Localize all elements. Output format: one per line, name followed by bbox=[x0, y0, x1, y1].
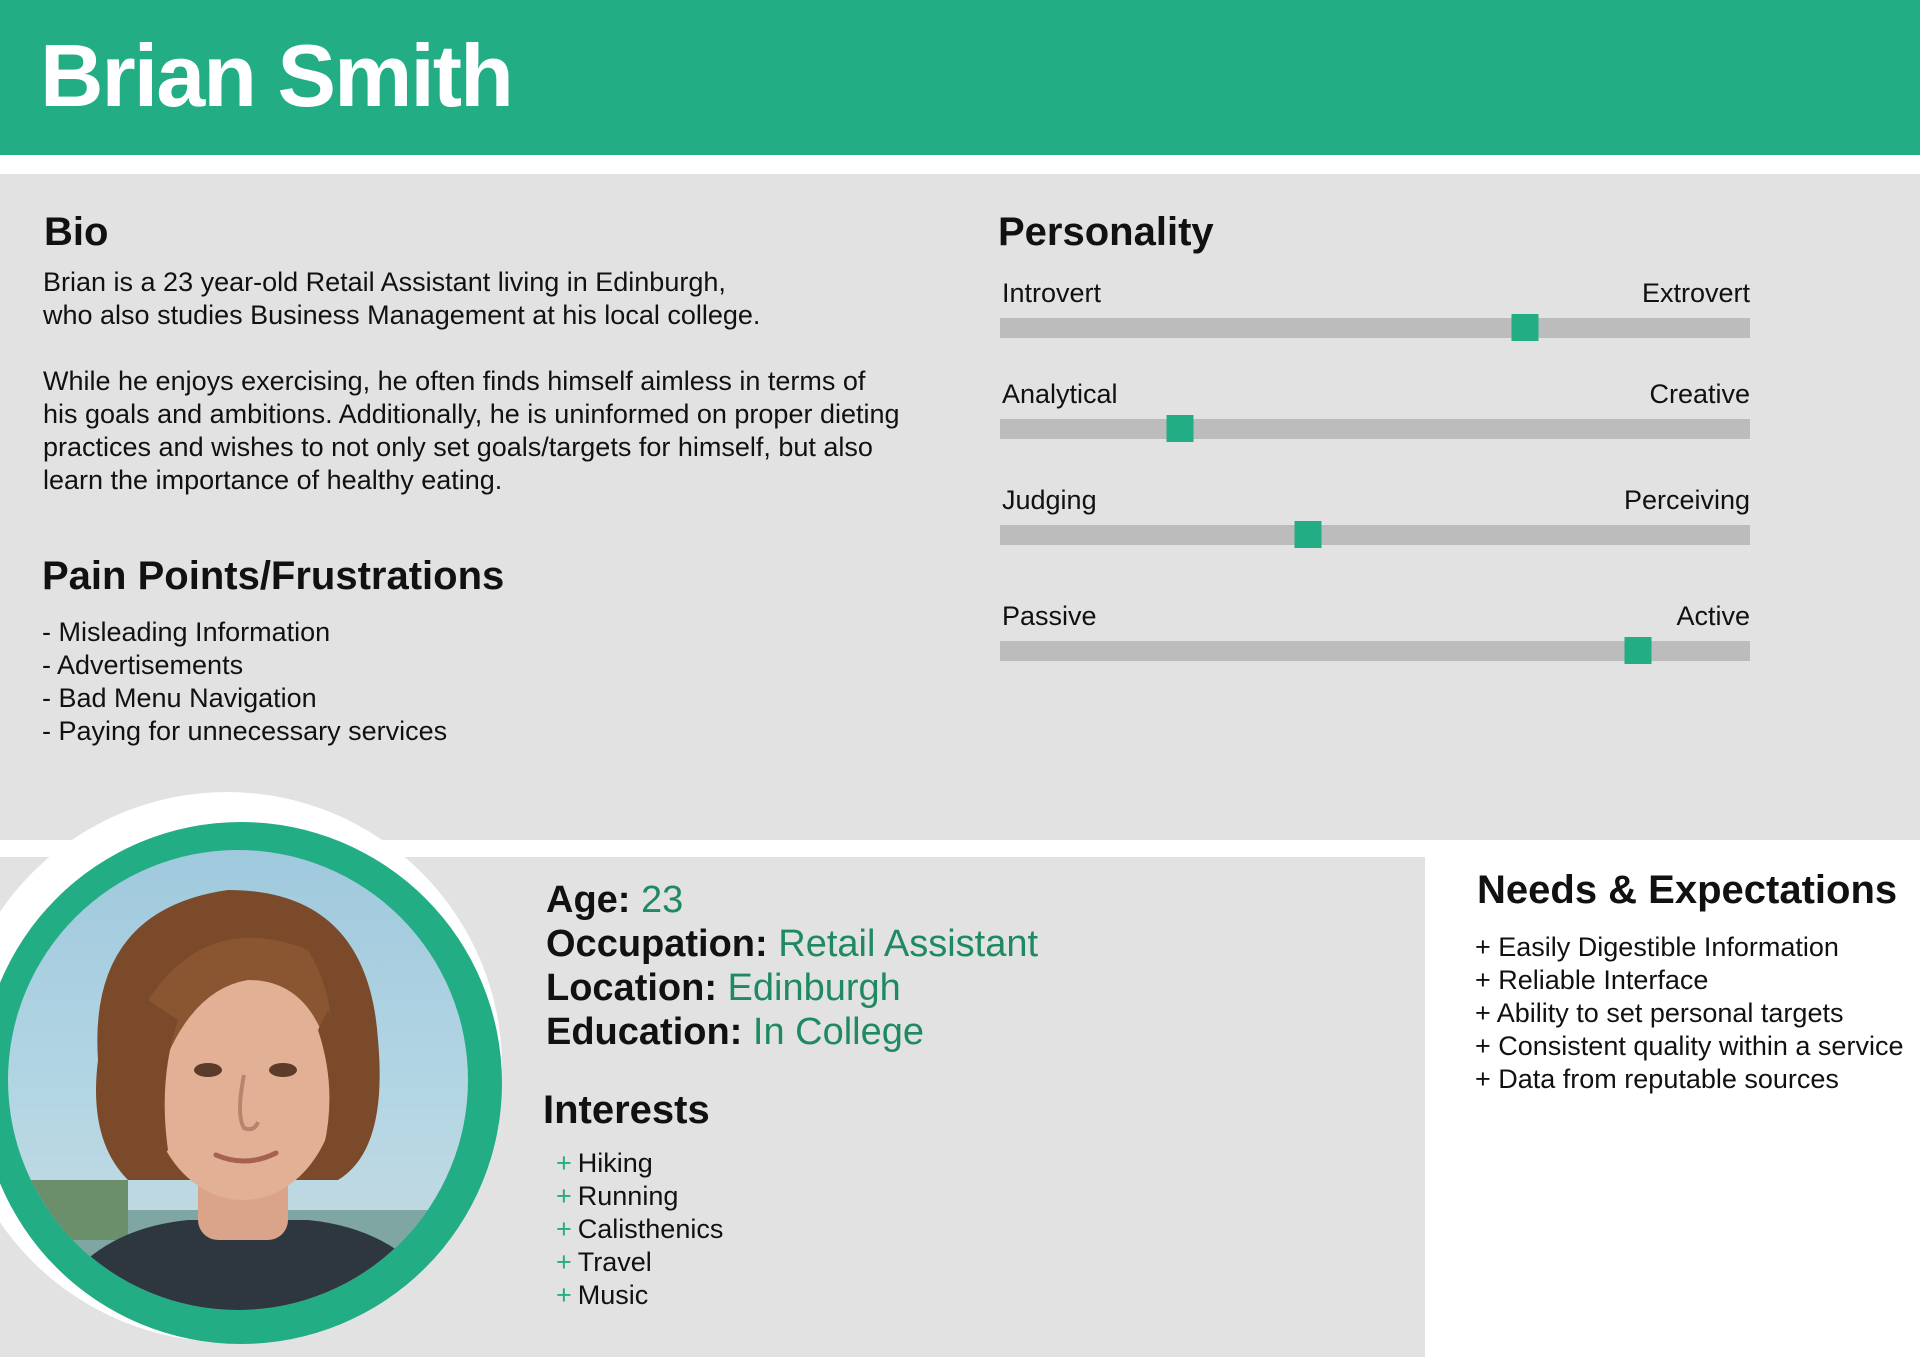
list-item: + Data from reputable sources bbox=[1475, 1064, 1839, 1094]
bio-line: While he enjoys exercising, he often finds himself aimless in terms of bbox=[43, 366, 866, 396]
fact-label: Occupation: bbox=[546, 923, 768, 965]
bio-line: Brian is a 23 year-old Retail Assistant living in Edinburgh, bbox=[43, 267, 726, 297]
needs-list bbox=[1475, 931, 1903, 1096]
bio-title: Bio bbox=[44, 210, 109, 254]
pain-points-title: Pain Points/Frustrations bbox=[42, 554, 505, 598]
list-item bbox=[556, 1213, 723, 1246]
needs-title: Needs & Expectations bbox=[1477, 868, 1898, 912]
header-bar bbox=[0, 0, 1920, 155]
fact-value: 23 bbox=[641, 879, 684, 921]
fact-label: Education: bbox=[546, 1011, 743, 1053]
slider-judging-perceiving bbox=[1000, 484, 1750, 544]
slider-left-label: Judging bbox=[1002, 485, 1097, 515]
persona-facts bbox=[546, 878, 1038, 1054]
list-item: - Bad Menu Navigation bbox=[42, 683, 317, 713]
interest-label: Travel bbox=[577, 1247, 652, 1277]
interest-label: Hiking bbox=[577, 1148, 653, 1178]
fact-label: Age: bbox=[546, 879, 631, 921]
list-item bbox=[556, 1279, 723, 1312]
slider-knob bbox=[1624, 637, 1651, 664]
list-item bbox=[556, 1246, 723, 1279]
bio-line: learn the importance of healthy eating. bbox=[43, 465, 503, 495]
list-item bbox=[556, 1180, 723, 1213]
fact-occupation bbox=[546, 922, 1038, 966]
plus-icon: + bbox=[556, 1148, 572, 1178]
bio-line: who also studies Business Management at his local college. bbox=[43, 300, 761, 330]
plus-icon: + bbox=[556, 1280, 572, 1310]
list-item: + Ability to set personal targets bbox=[1475, 998, 1844, 1028]
bio-line: practices and wishes to not only set goals/targets for himself, but also bbox=[43, 432, 873, 462]
slider-knob bbox=[1294, 521, 1321, 548]
interests-list bbox=[556, 1147, 723, 1312]
fact-label: Location: bbox=[546, 967, 717, 1009]
slider-introvert-extrovert bbox=[1000, 277, 1750, 337]
personality-title: Personality bbox=[998, 210, 1214, 254]
avatar-illustration bbox=[8, 850, 468, 1310]
slider-knob bbox=[1512, 314, 1539, 341]
plus-icon: + bbox=[556, 1247, 572, 1277]
list-item: - Advertisements bbox=[42, 650, 244, 680]
fact-location bbox=[546, 966, 1038, 1010]
interest-label: Music bbox=[577, 1280, 649, 1310]
slider-left-label: Analytical bbox=[1002, 379, 1118, 409]
slider-track bbox=[1000, 419, 1750, 439]
bio-line: his goals and ambitions. Additionally, he is uninformed on proper dieting bbox=[43, 399, 900, 429]
plus-icon: + bbox=[556, 1214, 572, 1244]
interest-label: Running bbox=[577, 1181, 679, 1211]
slider-passive-active bbox=[1000, 600, 1750, 660]
plus-icon: + bbox=[556, 1181, 572, 1211]
slider-knob bbox=[1167, 415, 1194, 442]
interest-label: Calisthenics bbox=[577, 1214, 724, 1244]
list-item bbox=[556, 1147, 723, 1180]
bio-text bbox=[43, 266, 943, 497]
slider-analytical-creative bbox=[1000, 378, 1750, 438]
fact-value: Retail Assistant bbox=[778, 923, 1039, 965]
list-item: - Misleading Information bbox=[42, 617, 331, 647]
slider-track bbox=[1000, 525, 1750, 545]
slider-left-label: Introvert bbox=[1002, 278, 1102, 308]
slider-track bbox=[1000, 318, 1750, 338]
fact-value: In College bbox=[752, 1011, 925, 1053]
slider-right-label: Extrovert bbox=[1641, 278, 1750, 308]
slider-right-label: Active bbox=[1676, 601, 1750, 631]
avatar bbox=[8, 850, 468, 1310]
interests-title: Interests bbox=[543, 1088, 710, 1132]
list-item: + Consistent quality within a service bbox=[1475, 1031, 1904, 1061]
fact-education bbox=[546, 1010, 1038, 1054]
slider-right-label: Creative bbox=[1649, 379, 1750, 409]
slider-left-label: Passive bbox=[1002, 601, 1097, 631]
fact-value: Edinburgh bbox=[727, 967, 901, 1009]
list-item: - Paying for unnecessary services bbox=[42, 716, 448, 746]
fact-age bbox=[546, 878, 1038, 922]
slider-right-label: Perceiving bbox=[1623, 485, 1750, 515]
list-item: + Reliable Interface bbox=[1475, 965, 1709, 995]
persona-name: Brian Smith bbox=[40, 26, 512, 125]
list-item: + Easily Digestible Information bbox=[1475, 932, 1839, 962]
pain-points-list bbox=[42, 616, 447, 748]
